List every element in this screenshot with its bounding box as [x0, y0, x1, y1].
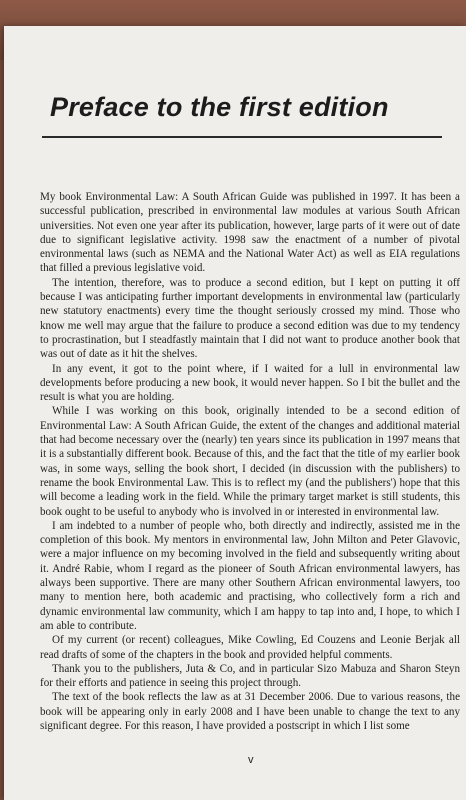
paragraph-1: My book Environmental Law: A South African Guide was published in 1997. It has been a successful publication, prescribed in environmental law modules at various South African universities. Not even one year after its publication, however, large parts of it were out of date due to significant legislative activity. 1998 saw the enactment of a number of pivotal environmental laws (such as NEMA and the National Water Act) as well as EIA regulations that filled a previous legislative void. [40, 191, 460, 275]
title-rule [42, 136, 442, 138]
paragraph-7: Thank you to the publishers, Juta & Co, and in particular Sizo Mabuza and Sharon Steyn for their efforts and patience in seeing this project through. [40, 662, 460, 690]
page-number: v [248, 754, 254, 766]
paragraph-5: I am indebted to a number of people who, both directly and indirectly, assisted me in the completion of this book. My mentors in environmental law, John Milton and Peter Glavovic, were a major influence on my becoming involved in the field and subsequently writing about it. André Rabie, whom I regard as the pioneer of South African environmental lawyers, has always been supportive. There are many other Southern African environmental lawyers, too many to mention here, both academic and practising, who collectively form a rich and dynamic environmental law community, which I am happy to tap into and, I hope, to which I am able to contribute. [40, 519, 460, 632]
paragraph-4: While I was working on this book, originally intended to be a second edition of Environmental Law: A South African Guide, the extent of the changes and additional material that had become necessary over the (nearly) ten years since its publication in 1997 means that it is a substantially different book. Because of this, and the fact that the title of my earlier book was, in some ways, selling the book short, I decided (in discussion with the publishers) to rename the book Environmental Law. This is to reflect my (and the publishers') hope that this will become a leading work in the field. While the primary target market is still students, this book ought to be useful to anybody who is involved in or interested in environmental law. [40, 405, 461, 518]
paragraph-8: The text of the book reflects the law as at 31 December 2006. Due to various reasons, the book will be appearing only in early 2008 and I have been unable to change the text to any significant degree. For this reason, I have provided a postscript in which I list some [40, 691, 460, 732]
page-title: Preface to the first edition [50, 92, 389, 122]
paragraph-2: The intention, therefore, was to produce a second edition, but I kept on putting it off because I was anticipating further important developments in environmental law (particularly new statutory enactments) every time the thought seriously crossed my mind. Those who know me well may argue that the failure to produce a second edition was due to my tendency to procrastination, but I steadfastly maintain that I did not want to produce another book that was out of date as it hit the shelves. [40, 276, 460, 361]
paragraph-3: In any event, it got to the point where, if I waited for a lull in environmental law developments before producing a new book, it would never happen. So I bit the bullet and the result is what you are holding. [40, 362, 460, 404]
paragraph-6: Of my current (or recent) colleagues, Mike Cowling, Ed Couzens and Leonie Berjak all read drafts of some of the chapters in the book and provided helpful comments. [40, 634, 460, 661]
preface-body [40, 190, 460, 733]
